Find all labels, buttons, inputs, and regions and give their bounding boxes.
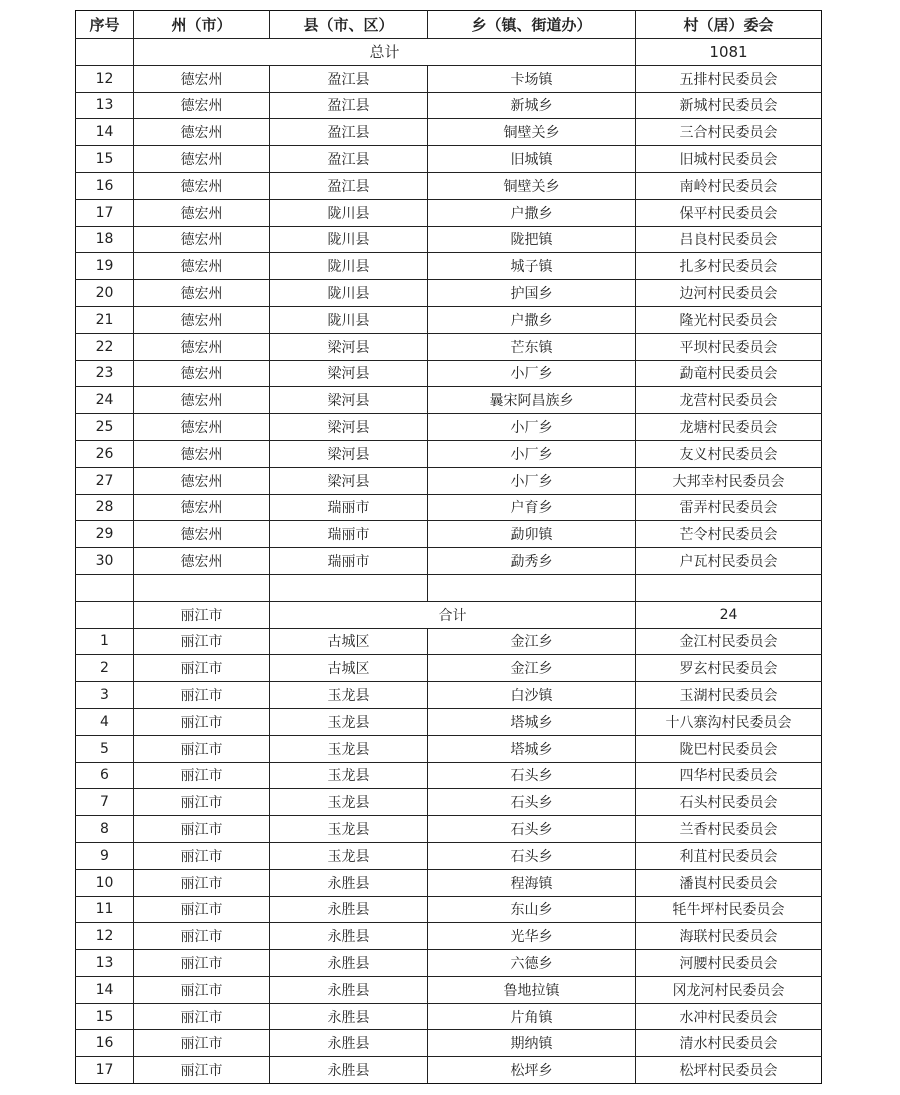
table-row [76, 172, 822, 199]
table-row [76, 708, 822, 735]
village-committee-cell: 芒令村民委员会 [636, 521, 822, 548]
seq-cell: 10 [76, 869, 134, 896]
township-cell: 片角镇 [428, 1003, 636, 1030]
prefecture-cell: 丽江市 [134, 708, 270, 735]
seq-cell: 12 [76, 923, 134, 950]
prefecture-cell: 德宏州 [134, 172, 270, 199]
table-row [76, 842, 822, 869]
village-committee-cell: 友义村民委员会 [636, 440, 822, 467]
county-cell: 盈江县 [270, 65, 428, 92]
township-cell: 户育乡 [428, 494, 636, 521]
table-row [76, 896, 822, 923]
prefecture-cell: 德宏州 [134, 146, 270, 173]
table-row [76, 306, 822, 333]
village-committee-cell: 五排村民委员会 [636, 65, 822, 92]
county-cell: 玉龙县 [270, 789, 428, 816]
township-cell: 金江乡 [428, 628, 636, 655]
table-row [76, 816, 822, 843]
village-committee-cell: 户瓦村民委员会 [636, 548, 822, 575]
village-committee-cell: 金江村民委员会 [636, 628, 822, 655]
township-cell: 鲁地拉镇 [428, 976, 636, 1003]
table-row [76, 226, 822, 253]
village-committee-cell: 吕良村民委员会 [636, 226, 822, 253]
total-label: 总计 [134, 39, 636, 66]
township-cell: 石头乡 [428, 762, 636, 789]
table-row [76, 146, 822, 173]
prefecture-cell: 丽江市 [134, 628, 270, 655]
prefecture-cell: 德宏州 [134, 226, 270, 253]
village-committee-cell: 隆光村民委员会 [636, 306, 822, 333]
subtotal-blank-cell [76, 601, 134, 628]
township-cell: 勐卯镇 [428, 521, 636, 548]
county-cell: 陇川县 [270, 199, 428, 226]
county-cell: 梁河县 [270, 387, 428, 414]
county-cell: 永胜县 [270, 1003, 428, 1030]
county-cell: 玉龙县 [270, 682, 428, 709]
prefecture-cell: 丽江市 [134, 923, 270, 950]
total-blank-cell [76, 39, 134, 66]
header-prefecture: 州（市） [134, 11, 270, 39]
prefecture-cell: 德宏州 [134, 521, 270, 548]
county-cell: 玉龙县 [270, 708, 428, 735]
village-committee-cell: 玉湖村民委员会 [636, 682, 822, 709]
county-cell: 永胜县 [270, 976, 428, 1003]
township-cell: 六德乡 [428, 950, 636, 977]
county-cell: 盈江县 [270, 119, 428, 146]
table-row [76, 976, 822, 1003]
village-committee-cell: 陇巴村民委员会 [636, 735, 822, 762]
header-row [76, 11, 822, 39]
subtotal-city: 丽江市 [134, 601, 270, 628]
village-committee-cell: 四华村民委员会 [636, 762, 822, 789]
township-cell: 东山乡 [428, 896, 636, 923]
header-county: 县（市、区） [270, 11, 428, 39]
township-cell: 塔城乡 [428, 708, 636, 735]
village-committee-cell: 牦牛坪村民委员会 [636, 896, 822, 923]
seq-cell: 9 [76, 842, 134, 869]
blank-cell [134, 574, 270, 601]
township-cell: 小厂乡 [428, 467, 636, 494]
blank-cell [76, 574, 134, 601]
seq-cell: 2 [76, 655, 134, 682]
county-cell: 陇川县 [270, 253, 428, 280]
seq-cell: 29 [76, 521, 134, 548]
prefecture-cell: 丽江市 [134, 896, 270, 923]
county-cell: 梁河县 [270, 360, 428, 387]
county-cell: 瑞丽市 [270, 521, 428, 548]
subtotal-value: 24 [636, 601, 822, 628]
village-committee-cell: 南岭村民委员会 [636, 172, 822, 199]
county-cell: 玉龙县 [270, 762, 428, 789]
prefecture-cell: 丽江市 [134, 789, 270, 816]
village-committee-cell: 兰香村民委员会 [636, 816, 822, 843]
prefecture-cell: 丽江市 [134, 655, 270, 682]
township-cell: 塔城乡 [428, 735, 636, 762]
seq-cell: 3 [76, 682, 134, 709]
county-cell: 瑞丽市 [270, 494, 428, 521]
seq-cell: 14 [76, 119, 134, 146]
table-row [76, 253, 822, 280]
village-committee-cell: 保平村民委员会 [636, 199, 822, 226]
county-cell: 古城区 [270, 655, 428, 682]
seq-cell: 5 [76, 735, 134, 762]
village-committee-cell: 勐竜村民委员会 [636, 360, 822, 387]
table-row [76, 1003, 822, 1030]
village-committee-cell: 扎多村民委员会 [636, 253, 822, 280]
header-village-committee: 村（居）委会 [636, 11, 822, 39]
county-cell: 永胜县 [270, 1057, 428, 1084]
seq-cell: 28 [76, 494, 134, 521]
total-row [76, 39, 822, 66]
township-cell: 护国乡 [428, 280, 636, 307]
village-committee-cell: 海联村民委员会 [636, 923, 822, 950]
township-cell: 松坪乡 [428, 1057, 636, 1084]
prefecture-cell: 德宏州 [134, 548, 270, 575]
township-cell: 白沙镇 [428, 682, 636, 709]
table-row [76, 494, 822, 521]
seq-cell: 19 [76, 253, 134, 280]
seq-cell: 12 [76, 65, 134, 92]
table-row [76, 119, 822, 146]
seq-cell: 15 [76, 146, 134, 173]
township-cell: 芒东镇 [428, 333, 636, 360]
township-cell: 石头乡 [428, 789, 636, 816]
seq-cell: 22 [76, 333, 134, 360]
table-row [76, 199, 822, 226]
seq-cell: 1 [76, 628, 134, 655]
table-row [76, 762, 822, 789]
table-row [76, 280, 822, 307]
seq-cell: 14 [76, 976, 134, 1003]
prefecture-cell: 丽江市 [134, 869, 270, 896]
prefecture-cell: 丽江市 [134, 735, 270, 762]
table-row [76, 655, 822, 682]
prefecture-cell: 德宏州 [134, 467, 270, 494]
village-committee-cell: 三合村民委员会 [636, 119, 822, 146]
county-cell: 永胜县 [270, 896, 428, 923]
township-cell: 陇把镇 [428, 226, 636, 253]
prefecture-cell: 丽江市 [134, 842, 270, 869]
county-cell: 永胜县 [270, 869, 428, 896]
seq-cell: 11 [76, 896, 134, 923]
table-row [76, 1030, 822, 1057]
seq-cell: 7 [76, 789, 134, 816]
prefecture-cell: 德宏州 [134, 280, 270, 307]
village-committee-cell: 十八寨沟村民委员会 [636, 708, 822, 735]
township-cell: 城子镇 [428, 253, 636, 280]
seq-cell: 18 [76, 226, 134, 253]
table-row [76, 735, 822, 762]
prefecture-cell: 德宏州 [134, 360, 270, 387]
seq-cell: 30 [76, 548, 134, 575]
county-cell: 古城区 [270, 628, 428, 655]
village-committee-cell: 水冲村民委员会 [636, 1003, 822, 1030]
township-cell: 旧城镇 [428, 146, 636, 173]
prefecture-cell: 德宏州 [134, 333, 270, 360]
prefecture-cell: 德宏州 [134, 414, 270, 441]
prefecture-cell: 丽江市 [134, 976, 270, 1003]
prefecture-cell: 丽江市 [134, 1003, 270, 1030]
seq-cell: 13 [76, 92, 134, 119]
township-cell: 石头乡 [428, 816, 636, 843]
table-row [76, 789, 822, 816]
seq-cell: 4 [76, 708, 134, 735]
village-committee-cell: 边河村民委员会 [636, 280, 822, 307]
subtotal-label: 合计 [270, 601, 636, 628]
county-cell: 玉龙县 [270, 816, 428, 843]
township-cell: 曩宋阿昌族乡 [428, 387, 636, 414]
village-committee-cell: 新城村民委员会 [636, 92, 822, 119]
seq-cell: 23 [76, 360, 134, 387]
table-row [76, 521, 822, 548]
table-row [76, 628, 822, 655]
blank-cell [636, 574, 822, 601]
table-row [76, 869, 822, 896]
seq-cell: 26 [76, 440, 134, 467]
county-cell: 梁河县 [270, 440, 428, 467]
table-row [76, 923, 822, 950]
county-cell: 陇川县 [270, 306, 428, 333]
township-cell: 小厂乡 [428, 360, 636, 387]
county-cell: 盈江县 [270, 172, 428, 199]
prefecture-cell: 丽江市 [134, 816, 270, 843]
seq-cell: 20 [76, 280, 134, 307]
table-row [76, 65, 822, 92]
village-committee-cell: 罗玄村民委员会 [636, 655, 822, 682]
prefecture-cell: 丽江市 [134, 1057, 270, 1084]
county-cell: 梁河县 [270, 333, 428, 360]
county-cell: 盈江县 [270, 146, 428, 173]
township-cell: 小厂乡 [428, 414, 636, 441]
table-row [76, 440, 822, 467]
table-row [76, 360, 822, 387]
seq-cell: 16 [76, 172, 134, 199]
township-cell: 卡场镇 [428, 65, 636, 92]
header-township: 乡（镇、街道办） [428, 11, 636, 39]
table-row [76, 333, 822, 360]
village-committee-cell: 河腰村民委员会 [636, 950, 822, 977]
seq-cell: 8 [76, 816, 134, 843]
village-committee-cell: 雷弄村民委员会 [636, 494, 822, 521]
village-committee-cell: 清水村民委员会 [636, 1030, 822, 1057]
county-cell: 玉龙县 [270, 735, 428, 762]
village-committee-cell: 大邦幸村民委员会 [636, 467, 822, 494]
seq-cell: 6 [76, 762, 134, 789]
county-cell: 梁河县 [270, 467, 428, 494]
seq-cell: 27 [76, 467, 134, 494]
prefecture-cell: 丽江市 [134, 682, 270, 709]
prefecture-cell: 德宏州 [134, 306, 270, 333]
seq-cell: 25 [76, 414, 134, 441]
prefecture-cell: 德宏州 [134, 199, 270, 226]
table-row [76, 414, 822, 441]
prefecture-cell: 德宏州 [134, 119, 270, 146]
township-cell: 铜壁关乡 [428, 119, 636, 146]
village-committee-table [75, 10, 822, 1084]
village-committee-cell: 平坝村民委员会 [636, 333, 822, 360]
village-committee-cell: 利苴村民委员会 [636, 842, 822, 869]
total-value: 1081 [636, 39, 822, 66]
township-cell: 金江乡 [428, 655, 636, 682]
county-cell: 盈江县 [270, 92, 428, 119]
table-row [76, 950, 822, 977]
header-seq: 序号 [76, 11, 134, 39]
township-cell: 光华乡 [428, 923, 636, 950]
township-cell: 户撒乡 [428, 199, 636, 226]
prefecture-cell: 德宏州 [134, 387, 270, 414]
county-cell: 陇川县 [270, 280, 428, 307]
seq-cell: 24 [76, 387, 134, 414]
county-cell: 瑞丽市 [270, 548, 428, 575]
township-cell: 石头乡 [428, 842, 636, 869]
seq-cell: 13 [76, 950, 134, 977]
prefecture-cell: 丽江市 [134, 1030, 270, 1057]
county-cell: 永胜县 [270, 923, 428, 950]
township-cell: 铜壁关乡 [428, 172, 636, 199]
township-cell: 程海镇 [428, 869, 636, 896]
blank-separator-row [76, 574, 822, 601]
village-committee-cell: 龙营村民委员会 [636, 387, 822, 414]
table-row [76, 92, 822, 119]
township-cell: 勐秀乡 [428, 548, 636, 575]
blank-cell [270, 574, 428, 601]
prefecture-cell: 丽江市 [134, 950, 270, 977]
township-cell: 期纳镇 [428, 1030, 636, 1057]
village-committee-cell: 冈龙河村民委员会 [636, 976, 822, 1003]
table-row [76, 682, 822, 709]
seq-cell: 16 [76, 1030, 134, 1057]
village-committee-cell: 潘崀村民委员会 [636, 869, 822, 896]
seq-cell: 15 [76, 1003, 134, 1030]
township-cell: 小厂乡 [428, 440, 636, 467]
blank-cell [428, 574, 636, 601]
table-row [76, 467, 822, 494]
county-cell: 陇川县 [270, 226, 428, 253]
prefecture-cell: 丽江市 [134, 762, 270, 789]
table-row [76, 548, 822, 575]
seq-cell: 17 [76, 199, 134, 226]
county-cell: 永胜县 [270, 950, 428, 977]
subtotal-row [76, 601, 822, 628]
village-committee-cell: 旧城村民委员会 [636, 146, 822, 173]
prefecture-cell: 德宏州 [134, 92, 270, 119]
table-body [76, 39, 822, 1084]
village-committee-cell: 松坪村民委员会 [636, 1057, 822, 1084]
prefecture-cell: 德宏州 [134, 494, 270, 521]
prefecture-cell: 德宏州 [134, 65, 270, 92]
seq-cell: 21 [76, 306, 134, 333]
seq-cell: 17 [76, 1057, 134, 1084]
county-cell: 玉龙县 [270, 842, 428, 869]
village-committee-cell: 龙塘村民委员会 [636, 414, 822, 441]
table-row [76, 1057, 822, 1084]
table-row [76, 387, 822, 414]
prefecture-cell: 德宏州 [134, 253, 270, 280]
county-cell: 梁河县 [270, 414, 428, 441]
prefecture-cell: 德宏州 [134, 440, 270, 467]
township-cell: 新城乡 [428, 92, 636, 119]
township-cell: 户撒乡 [428, 306, 636, 333]
county-cell: 永胜县 [270, 1030, 428, 1057]
village-committee-cell: 石头村民委员会 [636, 789, 822, 816]
